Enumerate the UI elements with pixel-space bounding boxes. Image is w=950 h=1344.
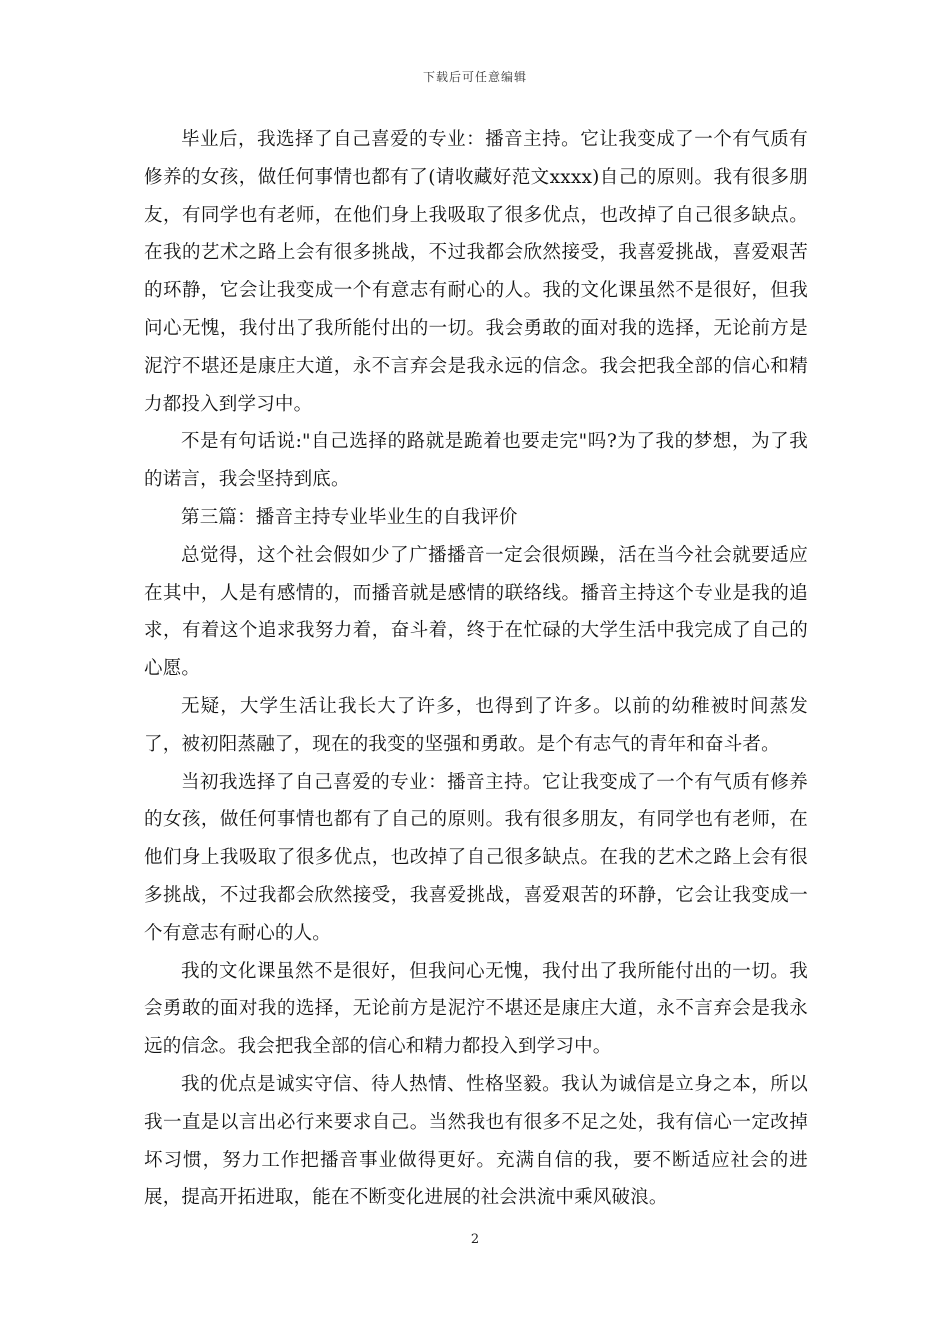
paragraph-saying: 不是有句话说:"自己选择的路就是跪着也要走完"吗?为了我的梦想，为了我的诺言，我会坚持到底。 <box>144 431 808 491</box>
paragraph-strengths: 我的优点是诚实守信、待人热情、性格坚毅。我认为诚信是立身之本，所以我一直是以言出必行来要求自己。当然我也有很多不足之处，我有信心一定改掉坏习惯，努力工作把播音事业做得更好。充满自信的我，要不断适应社会的进展，提高开拓进取，能在不断变化进展的社会洪流中乘风破浪。 <box>144 1073 808 1209</box>
paragraph-major-choice: 当初我选择了自己喜爱的专业：播音主持。它让我变成了一个有气质有修养的女孩，做任何事情也都有了自己的原则。我有很多朋友，有同学也有老师，在他们身上我吸取了很多优点，也改掉了自己很多缺点。在我的艺术之路上会有很多挑战，不过我都会欣然接受，我喜爱挑战，喜爱艰苦的环静，它会让我变成一个有意志有耐心的人。 <box>144 771 808 944</box>
section-heading-third-article: 第三篇：播音主持专业毕业生的自我评价 <box>181 506 518 528</box>
paragraph-culture-courses: 我的文化课虽然不是很好，但我问心无愧，我付出了我所能付出的一切。我会勇敢的面对我的选择，无论前方是泥泞不堪还是康庄大道，永不言弃会是我永远的信念。我会把我全部的信心和精力都投入到学习中。 <box>144 960 808 1058</box>
page-header: 下载后可任意编辑 <box>422 70 527 84</box>
paragraph-college-growth: 无疑，大学生活让我长大了许多，也得到了许多。以前的幼稚被时间蒸发了，被初阳蒸融了，现在的我变的坚强和勇敢。是个有志气的青年和奋斗者。 <box>144 695 808 755</box>
paragraph-graduation-choice: 毕业后，我选择了自己喜爱的专业：播音主持。它让我变成了一个有气质有修养的女孩，做任何事情也都有了(请收藏好范文xxxx)自己的原则。我有很多朋友，有同学也有老师，在他们身上我吸取了很多优点，也改掉了自己很多缺点。在我的艺术之路上会有很多挑战，不过我都会欣然接受，我喜爱挑战，喜爱艰苦的环静，它会让我变成一个有意志有耐心的人。我的文化课虽然不是很好，但我问心无愧，我付出了我所能付出的一切。我会勇敢的面对我的选择，无论前方是泥泞不堪还是康庄大道，永不言弃会是我永远的信念。我会把我全部的信心和精力都投入到学习中。 <box>144 129 808 415</box>
page-number: 2 <box>470 1232 480 1247</box>
document-body <box>144 121 808 1217</box>
paragraph-broadcasting-pursuit: 总觉得，这个社会假如少了广播播音一定会很烦躁，活在当今社会就要适应在其中，人是有感情的，而播音就是感情的联络线。播音主持这个专业是我的追求，有着这个追求我努力着，奋斗着，终于在忙碌的大学生活中我完成了自己的心愿。 <box>144 544 808 680</box>
